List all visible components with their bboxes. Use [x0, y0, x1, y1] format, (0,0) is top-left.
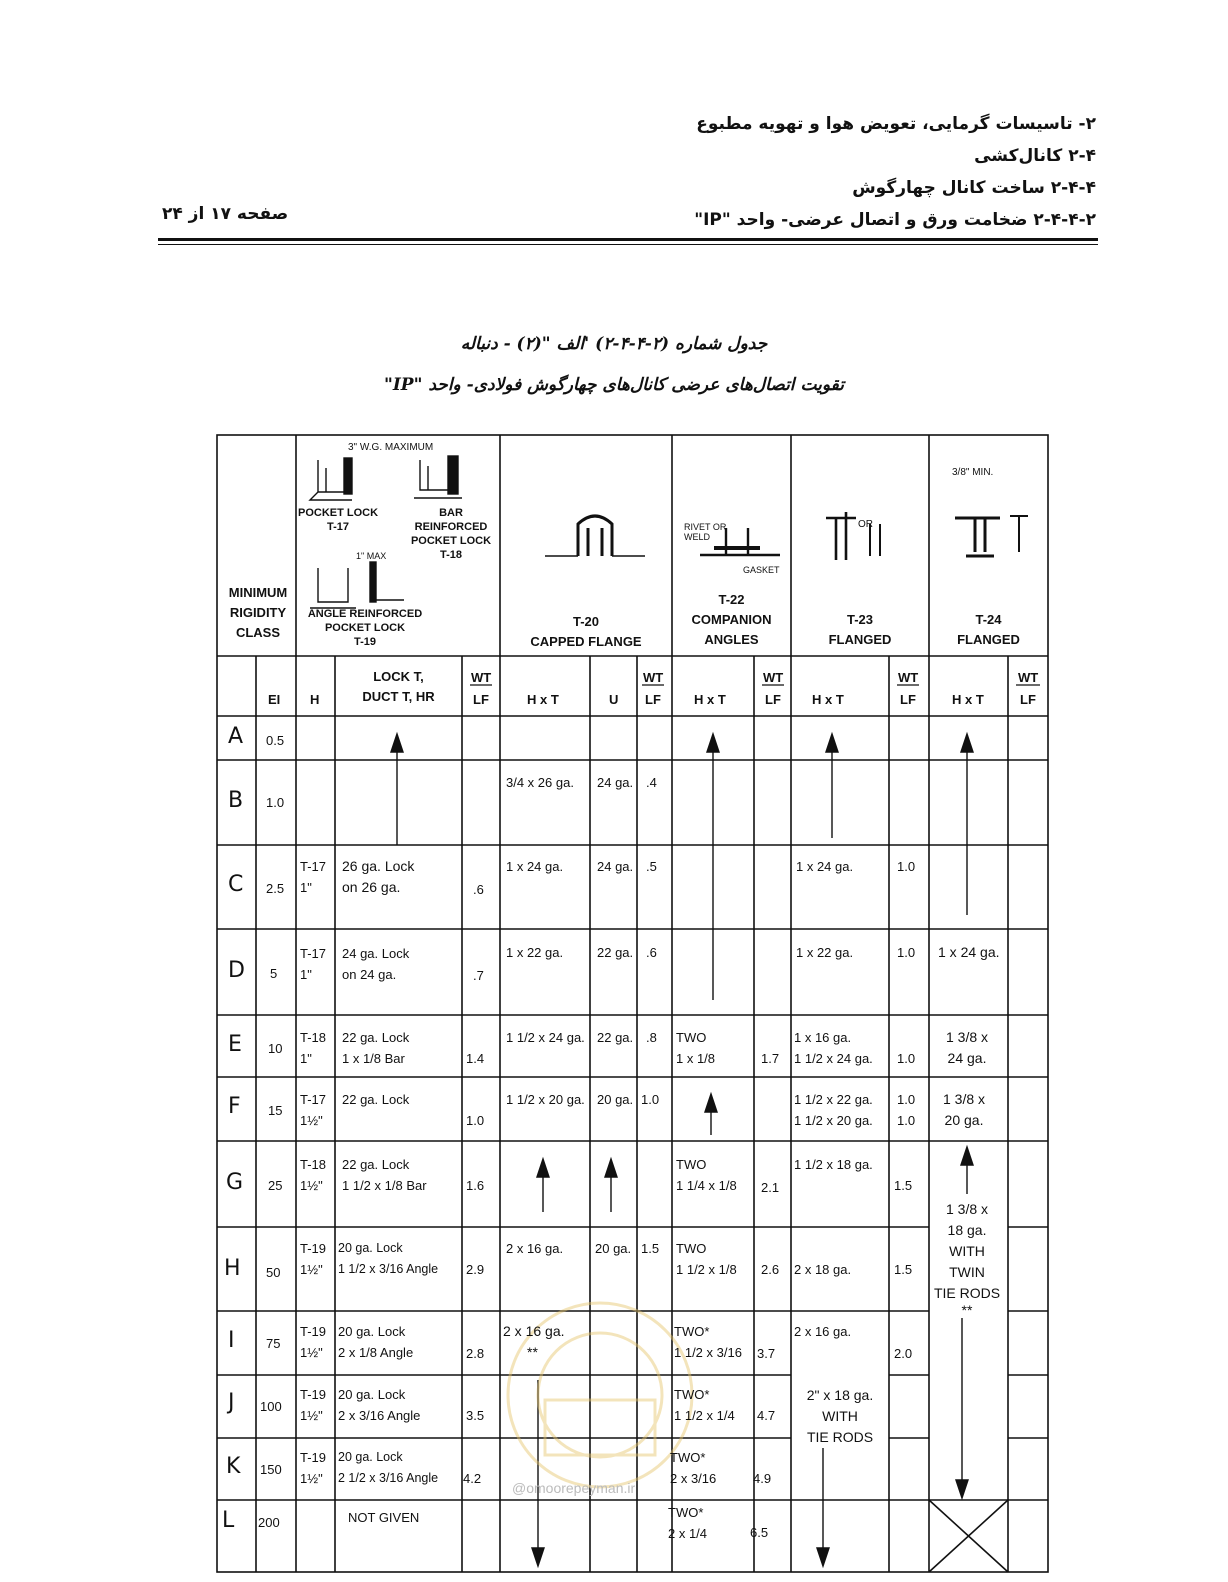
cell-line: TWO [676, 1241, 707, 1256]
cell-line: 20 ga. Lock [338, 1241, 403, 1255]
t24-hxt [932, 1089, 996, 1131]
t20-u: 22 ga. [597, 1030, 634, 1045]
cell-line: 1" [300, 1051, 312, 1066]
t24-hxt-header: H x T [952, 692, 984, 707]
h-value [300, 1154, 326, 1196]
t23-wt: 1.0 [897, 859, 916, 874]
t23-wt-header: WT [898, 670, 919, 685]
h-value [300, 1027, 326, 1069]
cell-line: WITH [822, 1408, 858, 1424]
header-text: COMPANION [691, 612, 772, 627]
cell-line: 1½" [300, 1113, 323, 1128]
t22-gasket-label: GASKET [743, 565, 780, 575]
cell-line: TWO* [674, 1387, 710, 1402]
t20-hxt-header: H x T [527, 692, 559, 707]
class-label: F [228, 1094, 241, 1119]
cell-line: 18 ga. [947, 1222, 987, 1238]
wt-value: 4.2 [463, 1471, 482, 1486]
ei-value: 10 [268, 1041, 283, 1056]
ei-value: 75 [266, 1336, 281, 1351]
cell-line: 2 x 3/16 Angle [338, 1408, 421, 1423]
cell-line: 1½" [300, 1178, 323, 1193]
t20-wt: .8 [646, 1030, 657, 1045]
header-text: ANGLES [704, 632, 759, 647]
h-value [300, 1447, 326, 1489]
t22-wt: 4.7 [757, 1408, 776, 1423]
cell-line: 1 x 16 ga. [794, 1030, 852, 1045]
cell-line: 20 ga. Lock [338, 1387, 406, 1402]
header-text: T-23 [846, 612, 873, 627]
t24-tie-rod-note [932, 1199, 1002, 1316]
cell-line: 20 ga. [944, 1112, 984, 1128]
header-text: BAR [439, 507, 463, 519]
t23-tie-rod-note [792, 1385, 888, 1448]
page-number: صفحه ۱۷ از ۲۴ [162, 204, 289, 224]
t20-wt-header: WT [643, 670, 664, 685]
cell-line: 24 ga. [947, 1050, 987, 1066]
t22-hxt [670, 1447, 716, 1489]
t20-u-header: U [609, 692, 619, 707]
t20-u: 24 ga. [597, 775, 634, 790]
t23-wt [897, 1089, 915, 1131]
cell-line: 24 ga. Lock [342, 946, 410, 961]
class-label: A [228, 724, 244, 749]
t23-lf-header: LF [900, 692, 916, 707]
cell-line: 1 1/2 x 22 ga. [794, 1092, 873, 1107]
class-label: K [226, 1454, 241, 1479]
t22-wt: 3.7 [757, 1346, 776, 1361]
rigidity-class-header [222, 583, 294, 643]
header-text: POCKET LOCK [410, 535, 492, 547]
table-subtitle: تقویت اتصال‌های عرضی کانال‌های چهارگوش فولادی- واحد "IP" [384, 375, 844, 395]
h-value [300, 1089, 326, 1131]
wt-value: 3.5 [466, 1408, 485, 1423]
h-value [300, 1384, 326, 1426]
t24-hxt [935, 1027, 999, 1069]
ei-value: 25 [268, 1178, 283, 1193]
header-text: T-17 [326, 521, 349, 533]
cell-line: on 26 ga. [342, 879, 401, 895]
cell-line: T-19 [300, 1387, 327, 1402]
t23-hxt: 1 x 24 ga. [796, 859, 854, 874]
t23-wt: 1.5 [894, 1262, 913, 1277]
cell-line: TWO* [674, 1324, 710, 1339]
class-label: I [228, 1328, 235, 1353]
cell-line: 1" [300, 967, 312, 982]
cell-line: 1" [300, 880, 312, 895]
cell-line: 20 ga. Lock [338, 1324, 406, 1339]
h-value [300, 943, 326, 985]
cell-line: T-19 [300, 1324, 327, 1339]
t22-hxt [676, 1154, 737, 1196]
cell-line: 1 3/8 x [942, 1091, 986, 1107]
cell-line: 22 ga. Lock [342, 1030, 410, 1045]
cell-line: TWO* [670, 1450, 706, 1465]
cell-line: 1½" [300, 1471, 323, 1486]
ei-value: 150 [260, 1462, 282, 1477]
lock-value [342, 1027, 409, 1069]
cell-line: 1 1/4 x 1/8 [676, 1178, 737, 1193]
t20-hxt: 3/4 x 26 ga. [506, 775, 574, 790]
cell-line: T-18 [300, 1157, 327, 1172]
t24-min-label: 3/8" MIN. [952, 467, 994, 478]
header-text: CAPPED FLANGE [530, 634, 642, 649]
header-line-3: ۲-۴-۴ ساخت کانال چهارگوش [852, 178, 1096, 198]
class-label: B [228, 788, 244, 813]
cell-line: 1 1/2 x 1/8 Bar [342, 1178, 427, 1193]
class-label: C [228, 872, 244, 897]
cell-line: 2 x 1/8 Angle [338, 1345, 414, 1360]
class-label: E [228, 1032, 242, 1057]
t23-wt: 1.5 [894, 1178, 913, 1193]
t23-hxt [794, 1027, 873, 1069]
lock-value [342, 856, 414, 898]
wt-value: 2.8 [466, 1346, 485, 1361]
cell-line: 2 x 16 ga. [503, 1323, 565, 1339]
header-text: FLANGED [828, 632, 892, 647]
wt-value: .7 [473, 968, 484, 983]
t23-hxt [794, 1089, 873, 1131]
wt-value: 1.4 [466, 1051, 485, 1066]
cell-line: 1½" [300, 1408, 323, 1423]
cell-line: 1½" [300, 1262, 323, 1277]
t22-hxt [668, 1502, 707, 1544]
wt-value: 2.9 [466, 1262, 485, 1277]
class-label: H [224, 1256, 241, 1281]
ei-value: 2.5 [266, 881, 285, 896]
class-label: J [228, 1390, 235, 1415]
t20-wt: 1.0 [641, 1092, 660, 1107]
t24-hxt: 1 x 24 ga. [938, 944, 1000, 960]
cell-line: T-19 [300, 1450, 327, 1465]
watermark-text: @omoorepeyman.ir [512, 1480, 636, 1496]
t18-label [402, 506, 500, 562]
t23-or-label: OR [858, 519, 873, 530]
header-text: FLANGED [957, 632, 1020, 647]
t23-header [793, 610, 927, 650]
t24-header [931, 610, 1046, 650]
header-text: ANGLE REINFORCED [307, 608, 423, 620]
lock-header [337, 667, 460, 707]
header-text: POCKET LOCK [298, 507, 379, 519]
wt-value: .6 [473, 882, 484, 897]
ei-value: 200 [258, 1515, 280, 1530]
t23-hxt: 1 x 22 ga. [796, 945, 854, 960]
header-line-2: ۲-۴ کانال‌کشی [974, 146, 1096, 166]
cell-line: TIE RODS [806, 1429, 874, 1445]
cell-line: 2 1/2 x 3/16 Angle [338, 1471, 439, 1485]
wg-max-label: 3" W.G. MAXIMUM [348, 442, 434, 453]
t20-u: 20 ga. [595, 1241, 632, 1256]
t20-u: 22 ga. [597, 945, 634, 960]
cell-line: TWIN [949, 1264, 985, 1280]
header-text: T-19 [353, 636, 376, 648]
cell-line: 2" x 18 ga. [806, 1387, 874, 1403]
t22-hxt [676, 1238, 737, 1280]
t23-hxt: 2 x 18 ga. [794, 1262, 852, 1277]
header-text: T-24 [975, 612, 1002, 627]
lock-value [338, 1238, 438, 1280]
cell-line: 1 3/8 x [945, 1029, 989, 1045]
cell-line: 1½" [300, 1345, 323, 1360]
cell-line: T-19 [300, 1241, 327, 1256]
ei-value: 15 [268, 1103, 283, 1118]
lock-value: 22 ga. Lock [342, 1092, 410, 1107]
lock-value: NOT GIVEN [348, 1510, 420, 1525]
t20-hxt: 1 1/2 x 24 ga. [506, 1030, 585, 1045]
t22-hxt-header: H x T [694, 692, 726, 707]
cell-line: ** [961, 1302, 973, 1318]
cell-line: T-17 [300, 946, 327, 961]
cell-line: 1 1/2 x 1/8 [676, 1262, 737, 1277]
header-text: MINIMUM [228, 585, 288, 600]
wt-value: 1.6 [466, 1178, 485, 1193]
cell-line: TWO [676, 1157, 707, 1172]
cell-line: T-17 [300, 1092, 327, 1107]
lock-value [338, 1447, 438, 1489]
class-label: D [228, 958, 245, 983]
h-value [300, 1238, 326, 1280]
cell-line: TWO* [668, 1505, 704, 1520]
header-text: LOCK T, [373, 669, 424, 684]
cell-line: 1.0 [897, 1113, 916, 1128]
t22-rivet-label [684, 522, 726, 542]
lock-value [342, 943, 409, 985]
t20-hxt [503, 1321, 565, 1363]
header-text: REINFORCED [414, 521, 488, 533]
cell-line: 26 ga. Lock [342, 858, 415, 874]
t17-label [298, 506, 378, 534]
t24-lf-header: LF [1020, 692, 1036, 707]
t22-wt: 2.1 [761, 1180, 780, 1195]
t22-hxt [674, 1321, 742, 1363]
header-text: WELD [684, 532, 711, 542]
cell-line: on 24 ga. [342, 967, 397, 982]
t23-hxt-header: H x T [812, 692, 844, 707]
header-text: T-20 [572, 614, 599, 629]
header-text: RIGIDITY [229, 605, 287, 620]
table-title: جدول شماره (۲-۴-۴-۲) 'الف "(۲) - دنباله [460, 334, 768, 354]
lf-header: LF [473, 692, 489, 707]
t22-header [674, 590, 789, 650]
t20-lf-header: LF [645, 692, 661, 707]
t20-wt: 1.5 [641, 1241, 660, 1256]
header-text: T-22 [718, 592, 745, 607]
cell-line: TIE RODS [933, 1285, 1001, 1301]
cell-line: 1 x 1/8 [676, 1051, 716, 1066]
t20-hxt: 1 x 22 ga. [506, 945, 564, 960]
ei-header: EI [268, 692, 281, 707]
wt-header: WT [471, 670, 492, 685]
t22-lf-header: LF [765, 692, 781, 707]
header-text: RIVET OR [684, 522, 727, 532]
t20-wt: .4 [646, 775, 657, 790]
cell-line: 1 1/2 x 1/4 [674, 1408, 735, 1423]
ei-value: 100 [260, 1399, 282, 1414]
dim-label: 1" MAX [356, 551, 387, 561]
h-value [300, 856, 326, 898]
t20-wt: .6 [646, 945, 657, 960]
h-header: H [310, 692, 320, 707]
t20-hxt: 2 x 16 ga. [506, 1241, 564, 1256]
cell-line: WITH [949, 1243, 985, 1259]
header-text: POCKET LOCK [324, 622, 406, 634]
wt-value: 1.0 [466, 1113, 485, 1128]
header-text: DUCT T, HR [362, 689, 435, 704]
header-text: CLASS [235, 625, 281, 640]
header-line-1: ۲- تاسیسات گرمایی، تعویض هوا و تهویه مطبوع [696, 114, 1096, 134]
t22-wt: 2.6 [761, 1262, 780, 1277]
cell-line: TWO [676, 1030, 707, 1045]
cell-line: 1.0 [897, 1092, 916, 1107]
cell-line: 1 x 1/8 Bar [342, 1051, 405, 1066]
h-value [300, 1321, 326, 1363]
ei-value: 0.5 [266, 733, 285, 748]
t23-hxt: 2 x 16 ga. [794, 1324, 852, 1339]
cell-line: 22 ga. Lock [342, 1157, 410, 1172]
header-text: T-18 [439, 549, 462, 561]
t20-u: 24 ga. [597, 859, 634, 874]
t20-header [502, 612, 670, 652]
t23-wt: 1.0 [897, 945, 916, 960]
cell-line: 1 1/2 x 3/16 [674, 1345, 742, 1360]
t22-hxt [674, 1384, 735, 1426]
lock-value [342, 1154, 427, 1196]
cell-line: 1 1/2 x 24 ga. [794, 1051, 873, 1066]
cell-line: ** [527, 1344, 538, 1360]
t20-hxt: 1 x 24 ga. [506, 859, 564, 874]
cell-line: T-18 [300, 1030, 327, 1045]
cell-line: 1 3/8 x [945, 1201, 989, 1217]
t20-wt: .5 [646, 859, 657, 874]
lock-value [338, 1321, 413, 1363]
t23-wt: 2.0 [894, 1346, 913, 1361]
t20-hxt: 1 1/2 x 20 ga. [506, 1092, 585, 1107]
t24-wt-header: WT [1018, 670, 1039, 685]
t22-wt: 4.9 [753, 1471, 772, 1486]
cell-line: 20 ga. Lock [338, 1450, 403, 1464]
lock-value [338, 1384, 420, 1426]
ei-value: 1.0 [266, 795, 285, 810]
t22-wt: 6.5 [750, 1525, 769, 1540]
ei-value: 5 [270, 966, 278, 981]
t22-wt-header: WT [763, 670, 784, 685]
ei-value: 50 [266, 1265, 281, 1280]
t23-hxt: 1 1/2 x 18 ga. [794, 1157, 873, 1172]
cell-line: 2 x 1/4 [668, 1526, 708, 1541]
cell-line: T-17 [300, 859, 327, 874]
t22-hxt [676, 1027, 715, 1069]
cell-line: 1 1/2 x 20 ga. [794, 1113, 873, 1128]
t20-u: 20 ga. [597, 1092, 634, 1107]
t22-wt: 1.7 [761, 1051, 780, 1066]
t19-label [298, 607, 432, 649]
class-label: L [222, 1508, 235, 1533]
cell-line: 2 x 3/16 [670, 1471, 717, 1486]
cell-line: 1 1/2 x 3/16 Angle [338, 1262, 439, 1276]
class-label: G [226, 1170, 244, 1195]
t23-wt: 1.0 [897, 1051, 916, 1066]
header-line-4: ۲-۴-۴-۲ ضخامت ورق و اتصال عرضی- واحد "IP" [694, 210, 1096, 230]
